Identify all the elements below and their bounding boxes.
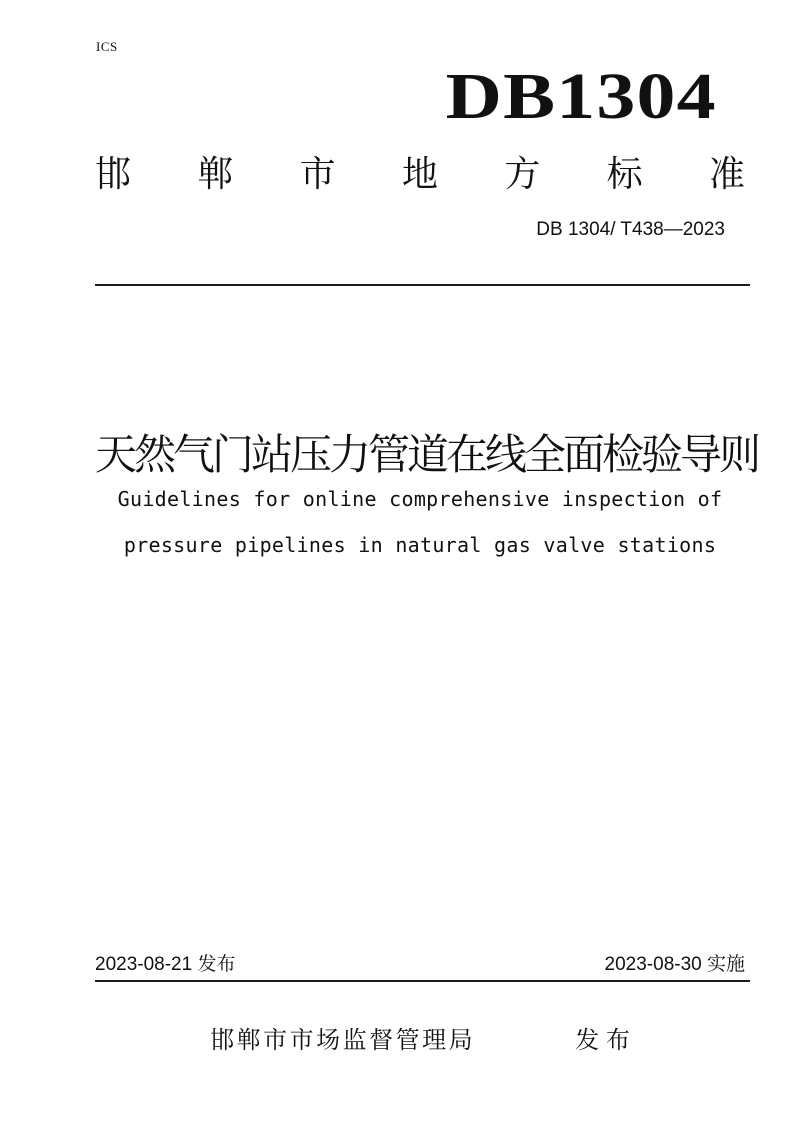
issue-date: 2023-08-21 发布 xyxy=(95,954,236,975)
doc-code: DB1304 xyxy=(445,60,717,133)
standard-type-char: 郸 xyxy=(197,153,234,194)
standard-type-char: 方 xyxy=(504,153,541,194)
dates-row xyxy=(95,955,745,976)
standard-type-row xyxy=(95,153,745,194)
header-divider xyxy=(95,284,750,286)
ics-label: ICS xyxy=(96,39,118,54)
standard-type-char: 邯 xyxy=(95,153,132,194)
title-chinese: 天然气门站压力管道在线全面检验导则 xyxy=(95,431,759,478)
publisher: 邯郸市市场监督管理局 xyxy=(210,1027,476,1054)
title-english-line2: pressure pipelines in natural gas valve stations xyxy=(123,533,717,557)
standard-number: DB 1304/ T438—2023 xyxy=(536,219,725,240)
standard-type-char: 地 xyxy=(401,153,438,194)
implementation-date: 2023-08-30 实施 xyxy=(604,954,745,975)
standard-type-char: 市 xyxy=(299,153,336,194)
publisher-row xyxy=(95,1028,745,1054)
title-english-line1: Guidelines for online comprehensive inspection of xyxy=(117,487,723,511)
publish-label: 发 布 xyxy=(575,1027,630,1054)
footer-divider xyxy=(95,980,750,982)
standard-type-char: 准 xyxy=(708,153,745,194)
standard-type-char: 标 xyxy=(606,153,643,194)
